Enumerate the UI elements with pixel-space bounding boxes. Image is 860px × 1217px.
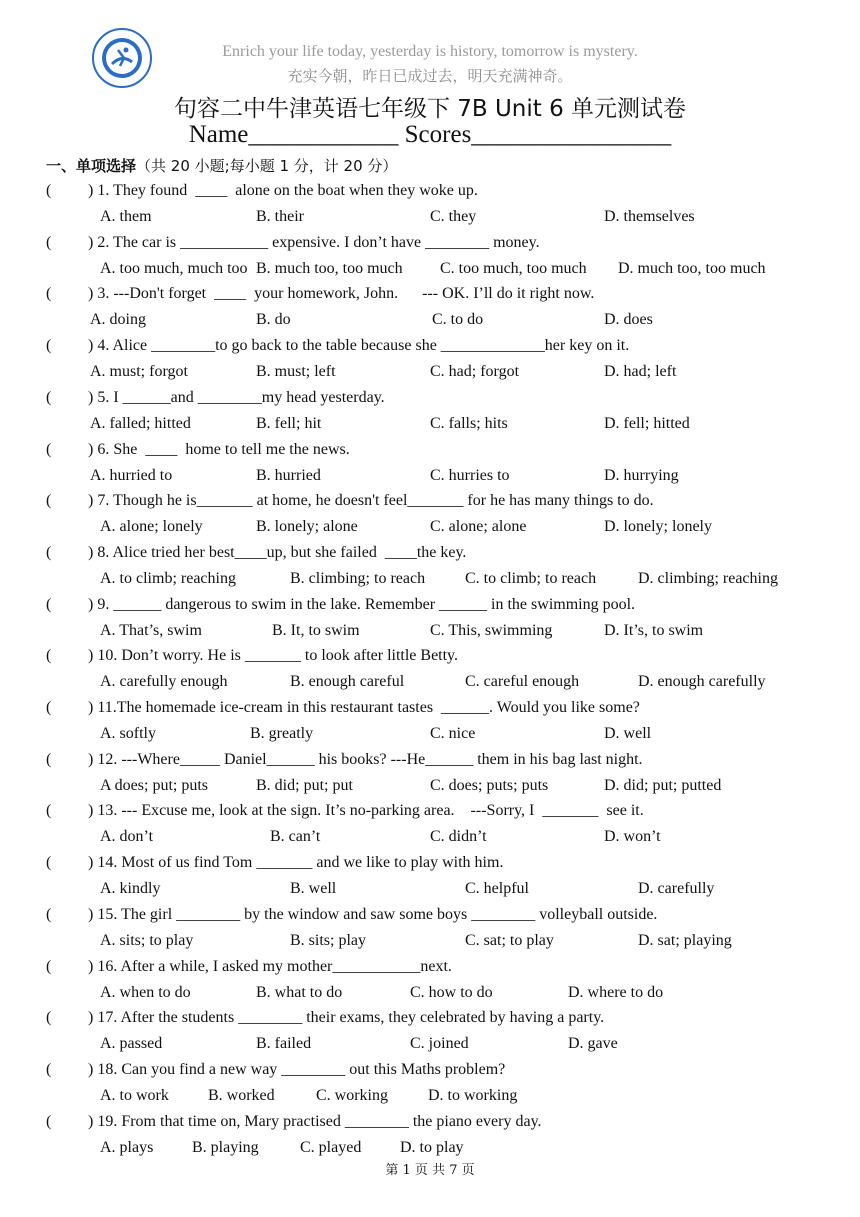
option-d[interactable]: D. won’t	[604, 828, 661, 846]
option-b[interactable]: B. must; left	[256, 363, 336, 381]
option-c[interactable]: C. working	[316, 1086, 388, 1104]
option-c[interactable]: C. to do	[432, 311, 484, 329]
question-text: ) 5. I ______and ________my head yesterday.	[88, 388, 385, 406]
question-12-stem	[46, 751, 643, 769]
option-c[interactable]: C. too much, too much	[440, 259, 587, 277]
answer-blank[interactable]: (	[46, 492, 52, 510]
answer-blank[interactable]: (	[46, 440, 52, 458]
question-3-stem	[46, 285, 594, 303]
answer-blank[interactable]: (	[46, 182, 52, 199]
question-5-stem	[46, 389, 385, 407]
option-a[interactable]: A. softly	[100, 725, 156, 742]
option-d[interactable]: D. lonely; lonely	[604, 518, 712, 536]
option-b[interactable]: B. well	[290, 880, 337, 898]
option-a[interactable]: A. sits; to play	[100, 931, 194, 949]
question-9-stem	[46, 596, 635, 614]
option-d[interactable]: D. hurrying	[604, 466, 679, 484]
option-c[interactable]: C. falls; hits	[430, 414, 508, 432]
option-b[interactable]: B. worked	[208, 1086, 275, 1104]
answer-blank[interactable]: (	[46, 1112, 52, 1130]
option-a[interactable]: A. when to do	[100, 983, 191, 1001]
answer-blank[interactable]: (	[46, 543, 52, 561]
page-title: 句容二中牛津英语七年级下 7B Unit 6 单元测试卷	[173, 96, 687, 122]
question-text: ) 8. Alice tried her best____up, but she failed ____the key.	[88, 543, 467, 561]
answer-blank[interactable]: (	[46, 699, 52, 716]
option-a[interactable]: A. hurried to	[90, 466, 173, 484]
question-text: ) 17. After the students ________ their exams, they celebrated by having a party.	[88, 1009, 605, 1027]
question-1-stem	[46, 182, 478, 200]
name-scores-line: Name____________ Scores________________	[188, 121, 672, 148]
option-b[interactable]: B. climbing; to reach	[290, 569, 426, 587]
option-d[interactable]: D. to working	[428, 1086, 518, 1104]
answer-blank[interactable]: (	[46, 1060, 52, 1078]
option-c[interactable]: C. didn’t	[430, 828, 487, 846]
option-a[interactable]: A. kindly	[100, 880, 161, 898]
answer-blank[interactable]: (	[46, 957, 52, 975]
question-text: ) 11.The homemade ice-cream in this restaurant tastes ______. Would you like some?	[88, 699, 640, 716]
question-text: ) 16. After a while, I asked my mother___________next.	[88, 957, 452, 975]
answer-blank[interactable]: (	[46, 595, 52, 613]
question-7-stem	[46, 492, 654, 510]
question-8-stem	[46, 544, 466, 562]
question-11-stem	[46, 699, 640, 717]
answer-blank[interactable]: (	[46, 285, 52, 303]
option-d[interactable]: D. carefully	[638, 880, 715, 898]
option-a[interactable]: A. carefully enough	[100, 673, 228, 691]
option-c[interactable]: C. helpful	[465, 880, 529, 898]
question-text: ) 9. ______ dangerous to swim in the lake. Remember ______ in the swimming pool.	[88, 595, 636, 613]
option-a[interactable]: A. to climb; reaching	[100, 569, 236, 587]
option-a[interactable]: A. to work	[100, 1086, 169, 1104]
section-note: （共 20 小题;每小题 1 分，计 20 分）	[136, 157, 398, 175]
option-b[interactable]: B. what to do	[256, 983, 343, 1001]
option-a[interactable]: A. plays	[100, 1138, 154, 1156]
option-b[interactable]: B. greatly	[250, 725, 314, 742]
option-d[interactable]: D. fell; hitted	[604, 414, 690, 432]
question-text: ) 13. --- Excuse me, look at the sign. It’s no-parking area. ---Sorry, I _______ see it.	[88, 802, 644, 820]
section-heading	[46, 155, 397, 176]
question-15-stem	[46, 906, 657, 924]
option-c[interactable]: C. nice	[430, 725, 476, 742]
option-d[interactable]: D. gave	[568, 1035, 618, 1053]
question-text: ) 4. Alice ________to go back to the table because she _____________her key on it.	[88, 337, 630, 355]
option-a[interactable]: A. alone; lonely	[100, 518, 203, 536]
option-d[interactable]: D. It’s, to swim	[604, 621, 704, 639]
motto-chinese: 充实今朝，昨日已成过去，明天充满神奇。	[287, 67, 573, 85]
answer-blank[interactable]: (	[46, 388, 52, 406]
answer-blank[interactable]: (	[46, 1009, 52, 1027]
option-c[interactable]: C. hurries to	[430, 466, 510, 484]
option-a[interactable]: A. That’s, swim	[100, 621, 202, 639]
question-text: ) 15. The girl ________ by the window and saw some boys ________ volleyball outside.	[88, 905, 658, 923]
answer-blank[interactable]: (	[46, 647, 52, 665]
option-d[interactable]: D. where to do	[568, 983, 664, 1001]
option-a[interactable]: A. them	[100, 208, 152, 225]
option-b[interactable]: B. failed	[256, 1035, 312, 1053]
option-b[interactable]: B. do	[256, 311, 291, 329]
question-14-stem	[46, 854, 503, 872]
motto-english: Enrich your life today, yesterday is history, tomorrow is mystery.	[222, 43, 638, 60]
question-text: ) 14. Most of us find Tom _______ and we like to play with him.	[88, 854, 504, 872]
question-18-stem	[46, 1061, 505, 1079]
option-a[interactable]: A. must; forgot	[90, 363, 188, 381]
option-c[interactable]: C. This, swimming	[430, 621, 553, 639]
question-10-stem	[46, 647, 458, 665]
question-6-stem	[46, 441, 350, 459]
option-a[interactable]: A. passed	[100, 1035, 163, 1053]
section-title: 一、单项选择	[46, 157, 137, 175]
option-b[interactable]: B. did; put; put	[256, 776, 353, 794]
option-d[interactable]: D. climbing; reaching	[638, 569, 778, 587]
question-16-stem	[46, 958, 452, 976]
option-b[interactable]: B. playing	[192, 1138, 259, 1156]
option-a[interactable]: A does; put; puts	[100, 776, 209, 794]
answer-blank[interactable]: (	[46, 337, 52, 355]
option-d[interactable]: D. enough carefully	[638, 673, 766, 691]
option-d[interactable]: D. did; put; putted	[604, 776, 722, 794]
answer-blank[interactable]: (	[46, 233, 52, 251]
option-c[interactable]: C. does; puts; puts	[430, 776, 549, 794]
option-b[interactable]: B. sits; play	[290, 931, 367, 949]
question-17-stem	[46, 1009, 604, 1027]
option-d[interactable]: D. to play	[400, 1138, 464, 1156]
option-b[interactable]: B. It, to swim	[272, 621, 360, 639]
option-d[interactable]: D. had; left	[604, 363, 677, 381]
option-b[interactable]: B. much too, too much	[256, 259, 403, 277]
option-c[interactable]: C. sat; to play	[465, 931, 554, 949]
answer-blank[interactable]: (	[46, 802, 52, 820]
option-d[interactable]: D. much too, too much	[618, 259, 766, 277]
question-text: ) 12. ---Where_____ Daniel______ his books? ---He______ them in his bag last night.	[88, 750, 643, 768]
option-a[interactable]: A. falled; hitted	[90, 414, 191, 432]
question-13-stem	[46, 802, 644, 820]
question-text: ) 10. Don’t worry. He is _______ to look after little Betty.	[88, 647, 459, 665]
option-b[interactable]: B. hurried	[256, 466, 321, 484]
option-c[interactable]: C. they	[430, 208, 477, 225]
option-b[interactable]: B. can’t	[270, 828, 321, 846]
question-text: ) 7. Though he is_______ at home, he doesn't feel_______ for he has many things to do.	[88, 492, 654, 510]
question-text: ) 6. She ____ home to tell me the news.	[88, 440, 350, 458]
question-text: ) 19. From that time on, Mary practised ________ the piano every day.	[88, 1112, 542, 1130]
question-19-stem	[46, 1113, 542, 1131]
option-c[interactable]: C. to climb; to reach	[465, 569, 597, 587]
page-footer: 第 1 页 共 7 页	[385, 1163, 475, 1178]
answer-blank[interactable]: (	[46, 905, 52, 923]
option-c[interactable]: C. how to do	[410, 983, 493, 1001]
answer-blank[interactable]: (	[46, 854, 52, 872]
question-2-stem	[46, 234, 540, 252]
option-c[interactable]: C. joined	[410, 1035, 469, 1053]
option-a[interactable]: A. don’t	[100, 828, 154, 846]
option-b[interactable]: B. enough careful	[290, 673, 405, 691]
option-c[interactable]: C. played	[300, 1138, 362, 1156]
option-c[interactable]: C. careful enough	[465, 673, 580, 691]
option-c[interactable]: C. had; forgot	[430, 363, 520, 381]
option-b[interactable]: B. lonely; alone	[256, 518, 358, 536]
option-b[interactable]: B. fell; hit	[256, 414, 322, 432]
question-text: ) 3. ---Don't forget ____ your homework, John. --- OK. I’ll do it right now.	[88, 285, 595, 303]
option-a[interactable]: A. doing	[90, 311, 146, 329]
option-a[interactable]: A. too much, much too	[100, 259, 248, 277]
option-c[interactable]: C. alone; alone	[430, 518, 527, 536]
option-d[interactable]: D. does	[604, 311, 653, 329]
question-text: ) 2. The car is ___________ expensive. I don’t have ________ money.	[88, 233, 540, 251]
answer-blank[interactable]: (	[46, 750, 52, 768]
option-d[interactable]: D. well	[604, 725, 652, 742]
option-d[interactable]: D. themselves	[604, 208, 695, 225]
question-4-stem	[46, 337, 629, 355]
question-text: ) 1. They found ____ alone on the boat when they woke up.	[88, 182, 478, 199]
question-text: ) 18. Can you find a new way ________ out this Maths problem?	[88, 1060, 506, 1078]
option-b[interactable]: B. their	[256, 208, 304, 225]
option-d[interactable]: D. sat; playing	[638, 931, 732, 949]
